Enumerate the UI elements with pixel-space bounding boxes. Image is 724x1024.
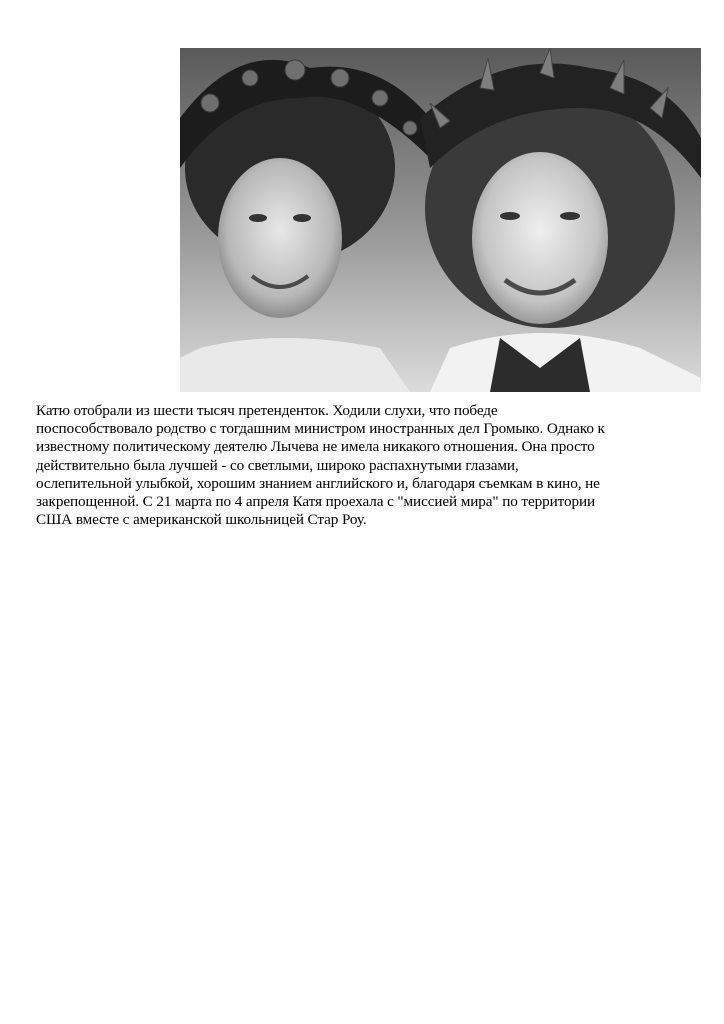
photo-illustration <box>180 48 701 392</box>
paragraph-line: США вместе с американской школьницей Стар Роу. <box>36 511 367 529</box>
paragraph-line: известному политическому деятелю Лычева не имела никакого отношения. Она просто <box>36 438 595 456</box>
paragraph-line: поспособствовало родство с тогдашним министром иностранных дел Громыко. Однако к <box>36 420 605 438</box>
paragraph-line: ослепительной улыбкой, хорошим знанием английского и, благодаря съемкам в кино, не <box>36 474 600 492</box>
photo-two-girls-with-flower-wreaths <box>180 48 701 392</box>
article-paragraph <box>36 402 696 529</box>
paragraph-line: Катю отобрали из шести тысяч претенденток. Ходили слухи, что победе <box>36 402 498 419</box>
paragraph-line: действительно была лучшей - со светлыми, широко распахнутыми глазами, <box>36 456 519 474</box>
paragraph-line: закрепощенной. С 21 марта по 4 апреля Катя проехала с "миссией мира" по территории <box>36 493 596 511</box>
